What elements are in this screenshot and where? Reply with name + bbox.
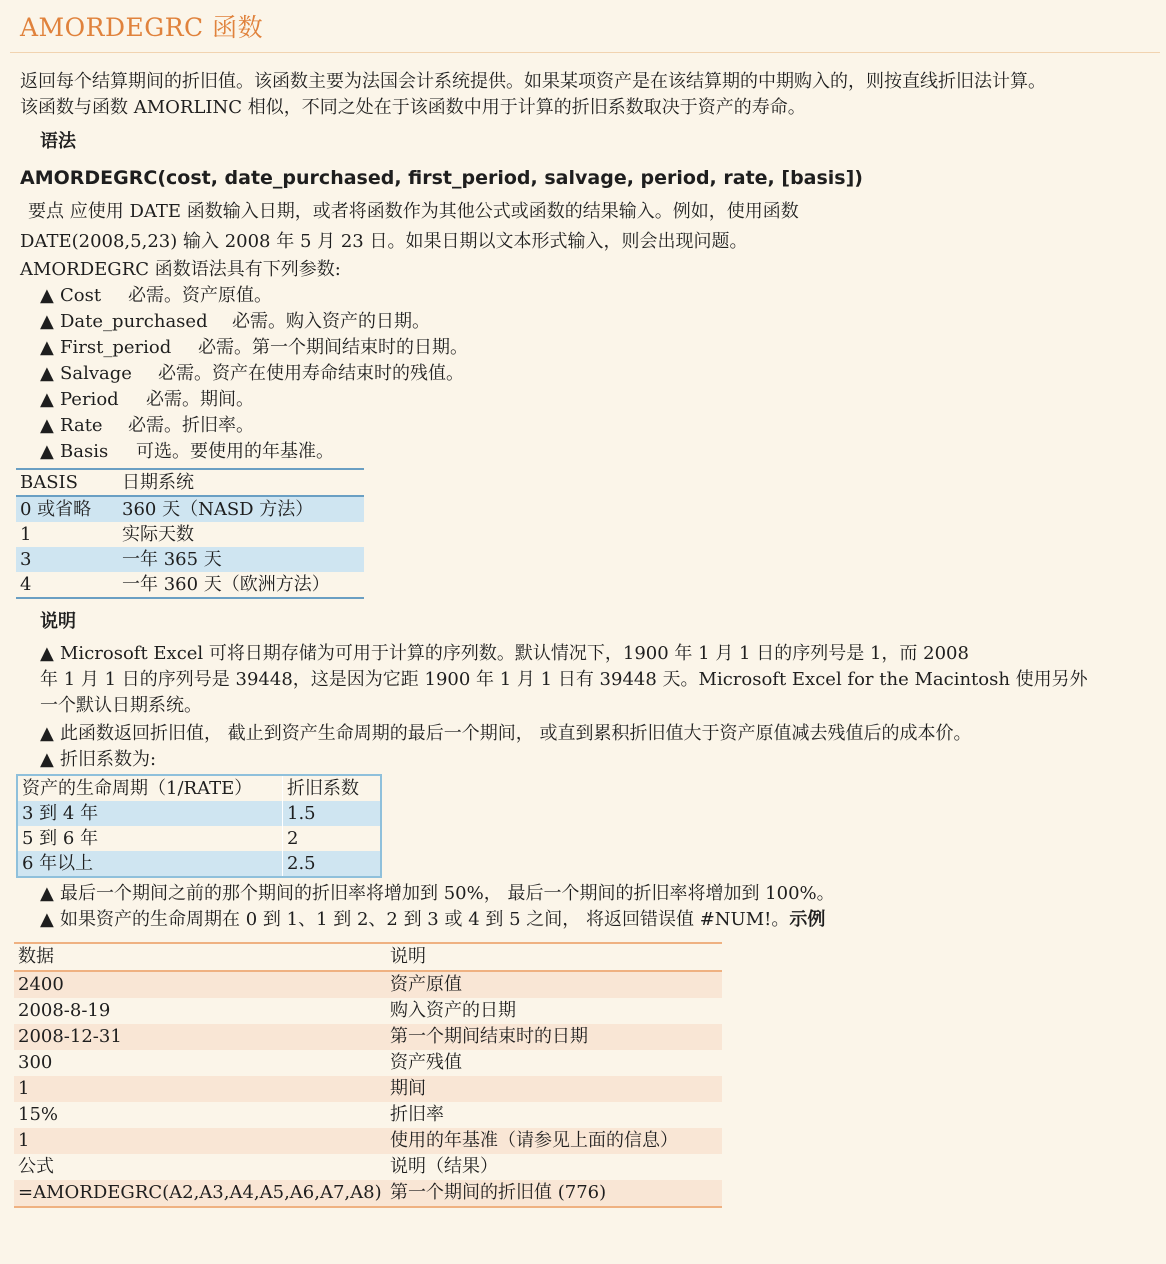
remark-line — [40, 748, 156, 772]
intro-line-1: 返回每个结算期间的折旧值。该函数主要为法国会计系统提供。如果某项资产是在该结算期的中期购入的，则按直线折旧法计算。 — [20, 71, 1046, 92]
table-cell: 实际天数 — [122, 524, 194, 545]
note-line-2: DATE(2008,5,23) 输入 2008 年 5 月 23 日。如果日期以文本形式输入，则会出现问题。 — [20, 231, 748, 252]
triangle-bullet-icon: ▲ — [40, 389, 54, 410]
table-cell: 使用的年基准（请参见上面的信息） — [386, 1128, 722, 1154]
note-line-1: 要点 应使用 DATE 函数输入日期，或者将函数作为其他公式或函数的结果输入。例如，使用函数 — [28, 201, 799, 222]
triangle-bullet-icon: ▲ — [40, 643, 54, 664]
table-row — [17, 851, 381, 877]
table-cell: 1.5 — [283, 801, 382, 826]
param-name: Date_purchased — [60, 311, 208, 332]
param-item — [40, 362, 464, 386]
table-cell: 5 到 6 年 — [17, 826, 283, 851]
table-row — [16, 496, 364, 522]
syntax-heading: 语法 — [40, 131, 76, 152]
triangle-bullet-icon: ▲ — [40, 749, 54, 770]
table-cell: 说明（结果） — [390, 1156, 498, 1177]
table-row — [14, 1102, 722, 1128]
table-row — [14, 1050, 722, 1076]
table-cell: 6 年以上 — [17, 851, 283, 877]
table-cell: 1 — [20, 524, 32, 545]
table-row — [16, 547, 364, 572]
basis-table — [16, 468, 364, 599]
table-cell: 15% — [18, 1104, 59, 1125]
table-cell: 第一个期间结束时的日期 — [386, 1024, 722, 1050]
table-cell: 2008-8-19 — [18, 1000, 111, 1021]
triangle-bullet-icon: ▲ — [40, 883, 54, 904]
remark-text: 最后一个期间之前的那个期间的折旧率将增加到 50%， 最后一个期间的折旧率将增加到 100%。 — [60, 883, 835, 904]
params-intro: AMORDEGRC 函数语法具有下列参数: — [20, 259, 341, 280]
table-row — [16, 572, 364, 598]
example-table — [14, 942, 722, 1208]
table-cell: 1 — [14, 1128, 386, 1154]
table-cell: 4 — [20, 574, 32, 595]
remark-text: Microsoft Excel 可将日期存储为可用于计算的序列数。默认情况下，1900 年 1 月 1 日的序列号是 1，而 2008 — [60, 643, 969, 664]
remarks-heading: 说明 — [40, 611, 76, 632]
triangle-bullet-icon: ▲ — [40, 415, 54, 436]
triangle-bullet-icon: ▲ — [40, 285, 54, 306]
table-row — [14, 1128, 722, 1154]
life-factor-table — [16, 774, 382, 878]
table-header-cell: 数据 — [14, 943, 386, 971]
table-cell: 折旧率 — [390, 1104, 444, 1125]
remark-text: 如果资产的生命周期在 0 到 1、1 到 2、2 到 3 或 4 到 5 之间， 将返回错误值 #NUM!。 — [60, 909, 790, 930]
table-row — [17, 826, 381, 851]
remark-text: 此函数返回折旧值， 截止到资产生命周期的最后一个期间， 或直到累积折旧值大于资产原值减去残值后的成本价。 — [60, 723, 972, 744]
syntax-formula: AMORDEGRC(cost, date_purchased, first_period, salvage, period, rate, [basis]) — [20, 167, 863, 189]
table-cell: 2400 — [14, 971, 386, 998]
table-cell: 2008-12-31 — [14, 1024, 386, 1050]
table-header-cell: BASIS — [16, 469, 118, 496]
triangle-bullet-icon: ▲ — [40, 337, 54, 358]
remark-line — [40, 642, 969, 666]
param-desc: 必需。购入资产的日期。 — [232, 311, 430, 332]
triangle-bullet-icon: ▲ — [40, 909, 54, 930]
param-desc: 必需。期间。 — [146, 389, 254, 410]
table-cell: 公式 — [18, 1156, 54, 1177]
table-cell: 1 — [14, 1076, 386, 1102]
param-item — [40, 414, 254, 438]
table-cell: 300 — [18, 1052, 53, 1073]
param-desc: 必需。第一个期间结束时的日期。 — [198, 337, 468, 358]
table-header-row — [16, 469, 364, 496]
param-name: Period — [60, 389, 119, 410]
param-name: Basis — [60, 441, 109, 462]
table-header-cell: 资产的生命周期（1/RATE） — [17, 775, 283, 801]
table-cell: 资产残值 — [390, 1052, 462, 1073]
table-header-cell: 折旧系数 — [283, 775, 382, 801]
table-cell: 一年 360 天（欧洲方法） — [122, 574, 330, 595]
table-cell: 0 或省略 — [16, 496, 118, 522]
table-cell: =AMORDEGRC(A2,A3,A4,A5,A6,A7,A8) — [14, 1180, 386, 1207]
table-cell: 3 — [16, 547, 118, 572]
triangle-bullet-icon: ▲ — [40, 311, 54, 332]
remark-line-continued: 年 1 月 1 日的序列号是 39448，这是因为它距 1900 年 1 月 1 日有 39448 天。Microsoft Excel for the Macintosh 使用另外 — [40, 669, 1088, 690]
table-header-row — [14, 943, 722, 971]
table-row — [14, 1154, 722, 1180]
triangle-bullet-icon: ▲ — [40, 723, 54, 744]
param-item — [40, 336, 468, 360]
table-cell: 购入资产的日期 — [390, 1000, 516, 1021]
intro-line-2: 该函数与函数 AMORLINC 相似，不同之处在于该函数中用于计算的折旧系数取决于资产的寿命。 — [20, 97, 806, 118]
table-row — [14, 1024, 722, 1050]
table-row — [17, 801, 381, 826]
param-item — [40, 310, 430, 334]
triangle-bullet-icon: ▲ — [40, 441, 54, 462]
table-cell: 360 天（NASD 方法） — [118, 496, 364, 522]
table-cell: 一年 365 天 — [118, 547, 364, 572]
param-name: First_period — [60, 337, 172, 358]
table-cell: 3 到 4 年 — [17, 801, 283, 826]
param-item — [40, 440, 334, 464]
remark-line-continued: 一个默认日期系统。 — [40, 695, 202, 716]
param-desc: 必需。折旧率。 — [128, 415, 254, 436]
param-name: Salvage — [60, 363, 132, 384]
title-divider — [10, 52, 1160, 53]
param-name: Rate — [60, 415, 103, 436]
remark-line — [40, 908, 825, 932]
table-cell: 资产原值 — [386, 971, 722, 998]
table-header-cell: 说明 — [386, 943, 722, 971]
param-desc: 可选。要使用的年基准。 — [136, 441, 334, 462]
param-name: Cost — [60, 285, 102, 306]
table-row — [14, 1180, 722, 1207]
example-heading: 示例 — [789, 909, 826, 930]
param-item — [40, 284, 272, 308]
table-row — [14, 998, 722, 1024]
param-item — [40, 388, 254, 412]
table-row — [16, 522, 364, 547]
table-cell: 期间 — [386, 1076, 722, 1102]
table-header-row — [17, 775, 381, 801]
table-row — [14, 1076, 722, 1102]
table-cell: 2 — [283, 826, 382, 851]
table-cell: 2.5 — [283, 851, 382, 877]
remark-line — [40, 882, 835, 906]
table-header-cell: 日期系统 — [118, 469, 364, 496]
table-cell: 第一个期间的折旧值 (776) — [386, 1180, 722, 1207]
remark-line — [40, 722, 971, 746]
param-desc: 必需。资产在使用寿命结束时的残值。 — [158, 363, 464, 384]
remark-text: 折旧系数为: — [60, 749, 157, 770]
triangle-bullet-icon: ▲ — [40, 363, 54, 384]
param-desc: 必需。资产原值。 — [128, 285, 272, 306]
table-row — [14, 971, 722, 998]
page-title: AMORDEGRC 函数 — [20, 13, 264, 42]
